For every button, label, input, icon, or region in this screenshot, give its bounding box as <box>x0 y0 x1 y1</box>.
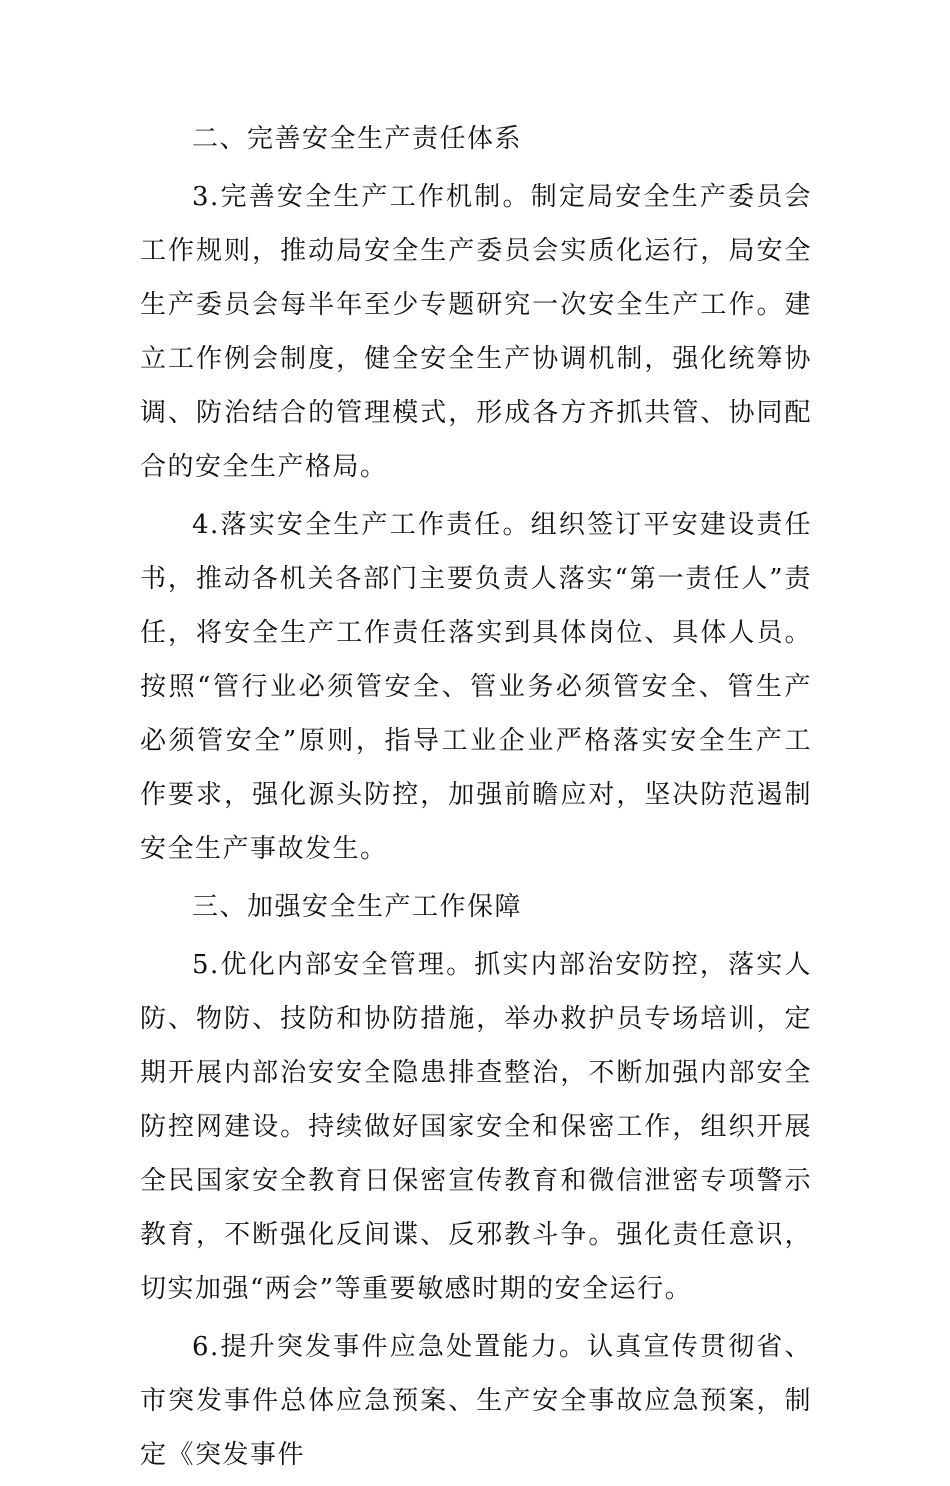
paragraph: 4.落实安全生产工作责任。组织签订平安建设责任书，推动各机关各部门主要负责人落实“第一责任人”责任，将安全生产工作责任落实到具体岗位、具体人员。按照“管行业必须管安全、管业务必须管安全、管生产必须管安全”原则，指导工业企业严格落实安全生产工作要求，强化源头防控，加强前瞻应对，坚决防范遏制安全生产事故发生。 <box>140 510 812 864</box>
paragraph: 5.优化内部安全管理。抓实内部治安防控，落实人防、物防、技防和协防措施，举办救护员专场培训，定期开展内部治安安全隐患排查整治，不断加强内部安全防控网建设。持续做好国家安全和保密工作，组织开展全民国家安全教育日保密宣传教育和微信泄密专项警示教育，不断强化反间谍、反邪教斗争。强化责任意识，切实加强“两会”等重要敏感时期的安全运行。 <box>140 950 812 1304</box>
paragraph: 3.完善安全生产工作机制。制定局安全生产委员会工作规则，推动局安全生产委员会实质化运行，局安全生产委员会每半年至少专题研究一次安全生产工作。建立工作例会制度，健全安全生产协调机制，强化统筹协调、防治结合的管理模式，形成各方齐抓共管、协同配合的安全生产格局。 <box>140 182 812 482</box>
section-heading: 二、完善安全生产责任体系 <box>192 124 523 154</box>
paragraph: 6.提升突发事件应急处置能力。认真宣传贯彻省、市突发事件总体应急预案、生产安全事故应急预案，制定《突发事件 <box>140 1332 812 1470</box>
document-body <box>140 112 812 1486</box>
section-heading: 三、加强安全生产工作保障 <box>192 892 523 922</box>
